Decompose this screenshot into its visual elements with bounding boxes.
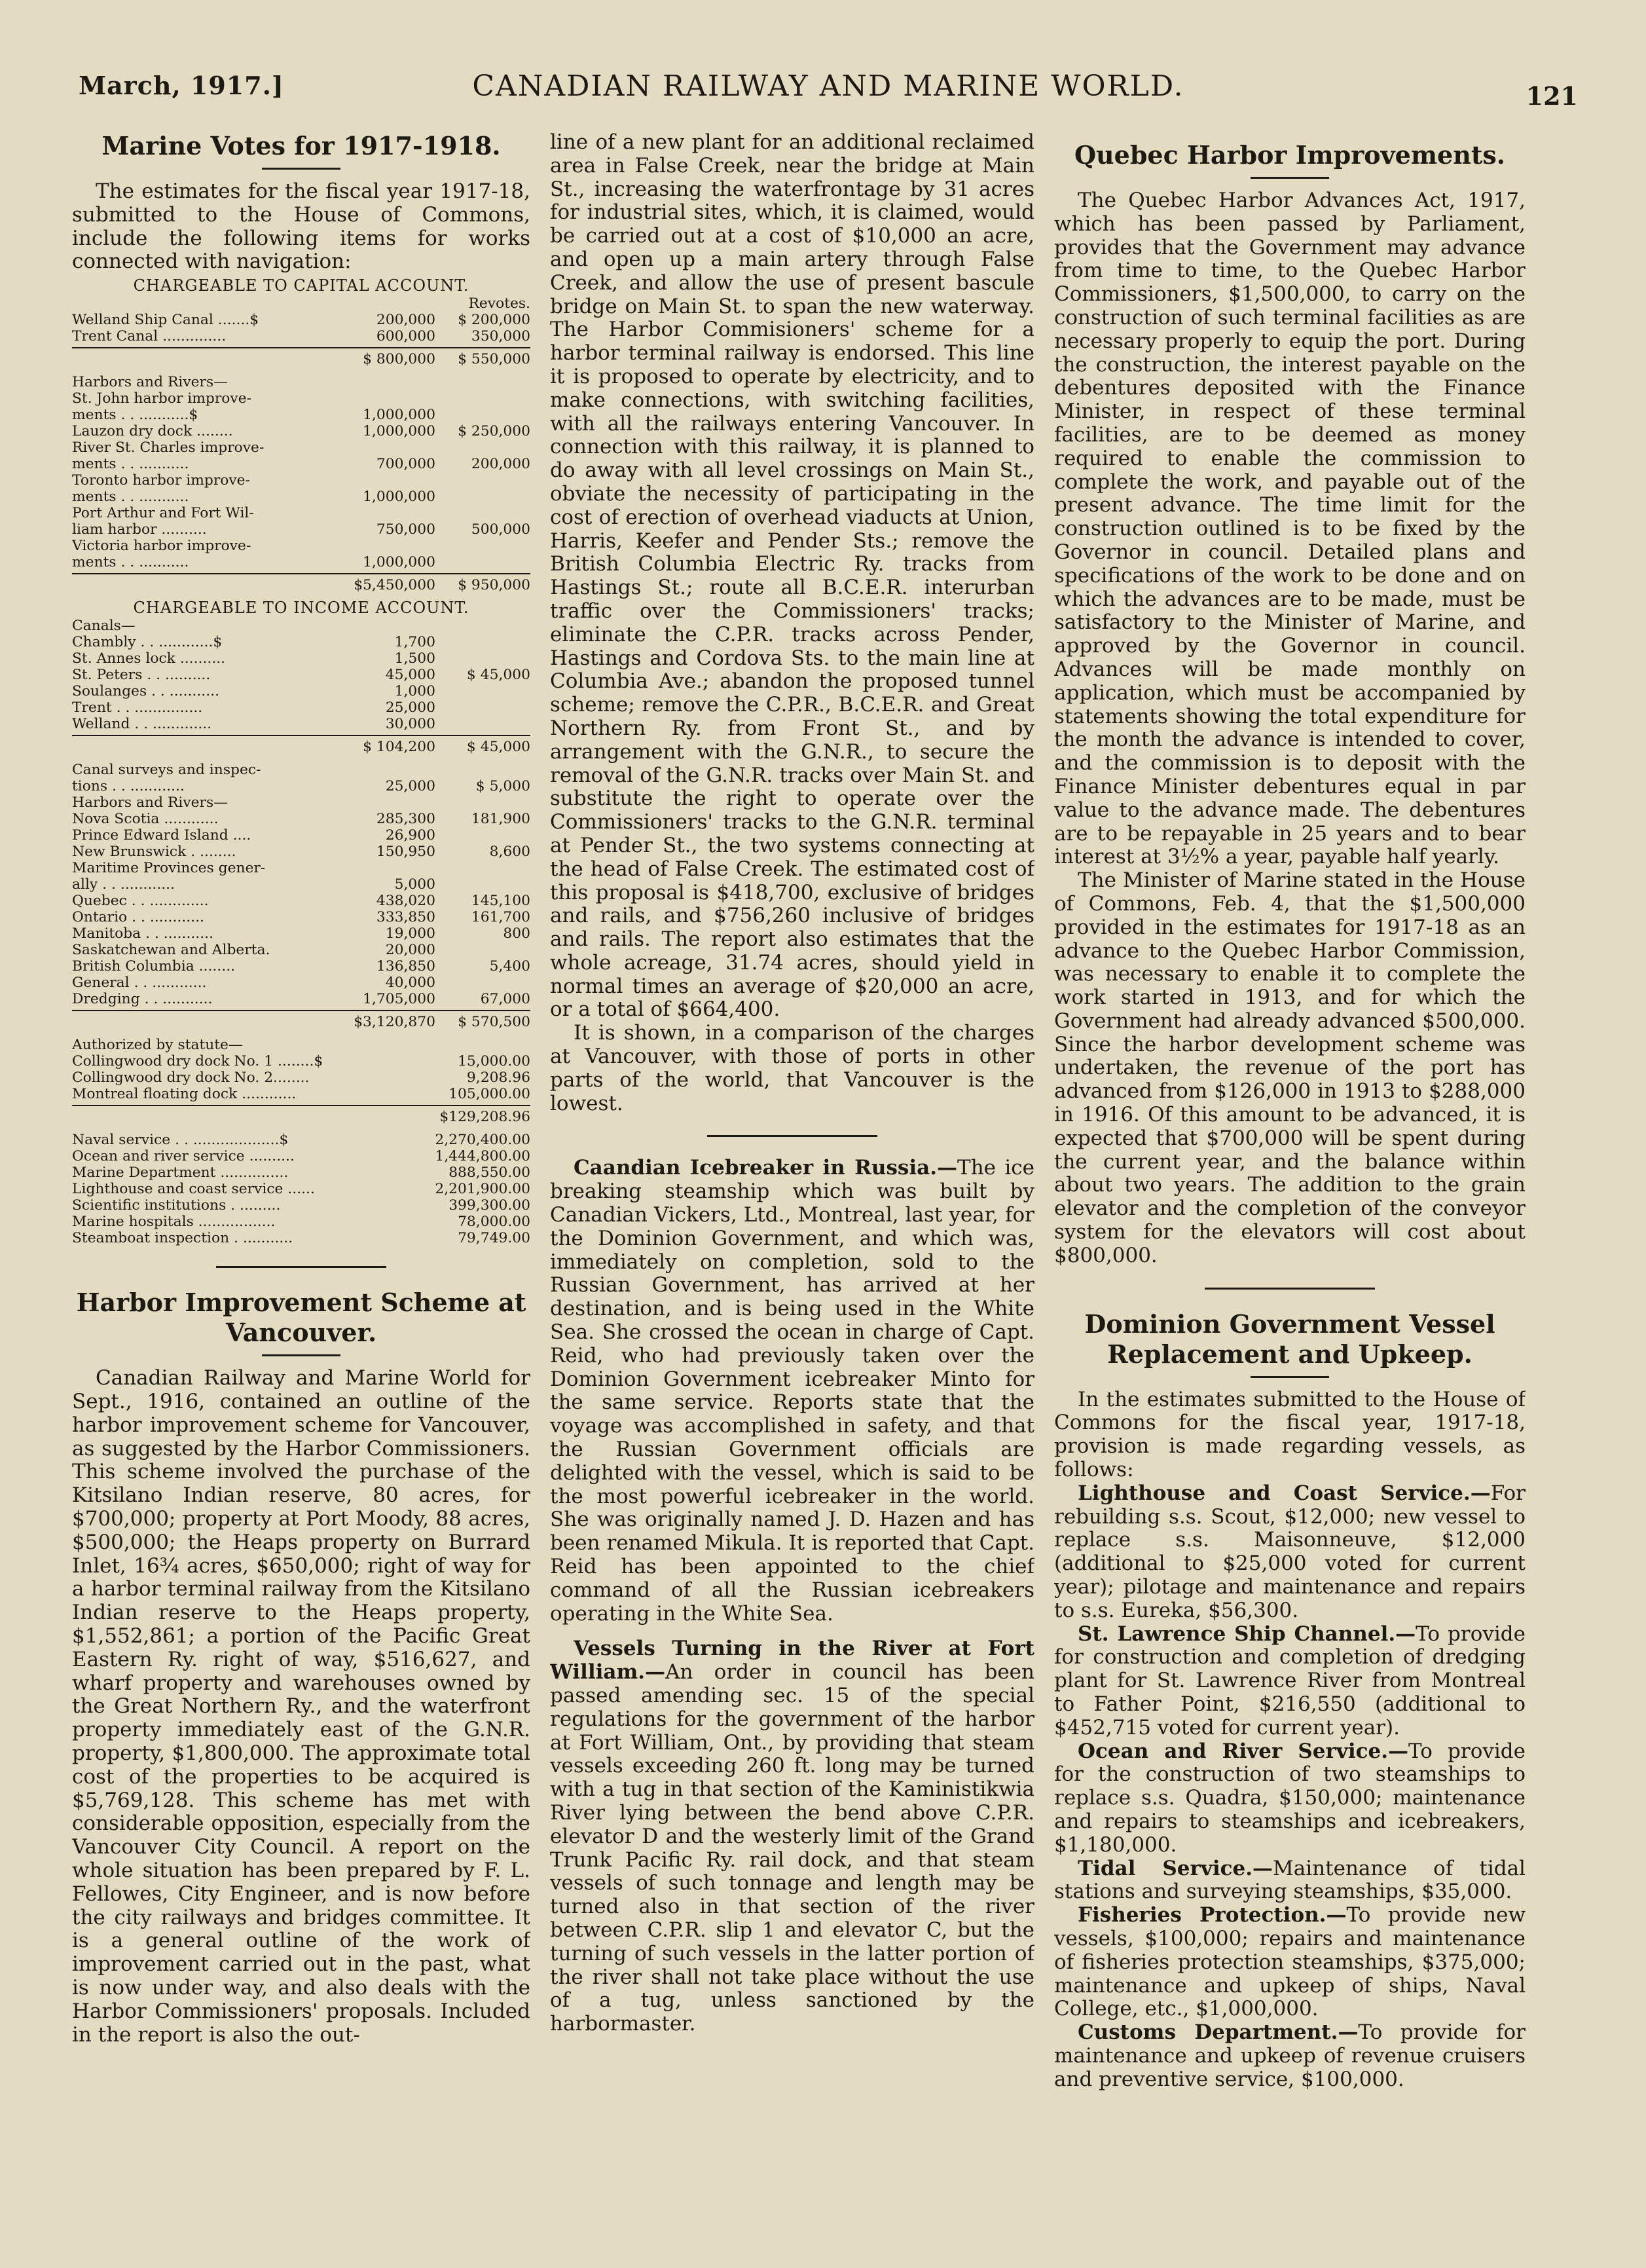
row-label: Welland Ship Canal .......$ xyxy=(72,312,259,329)
row-label: Ontario . . ............ xyxy=(72,909,204,926)
table-row xyxy=(72,1069,530,1086)
statute-heading: Authorized by statute— xyxy=(72,1037,243,1054)
row-amount: $ 250,000 xyxy=(458,423,530,440)
row-amount: 25,000 xyxy=(385,699,435,716)
row-label: New Brunswick . ........ xyxy=(72,844,236,861)
vessel-replacement-title: Dominion Government Vessel Replacement and Upkeep. xyxy=(1084,1309,1495,1369)
vessel-item xyxy=(1054,1623,1526,1740)
title-rule xyxy=(262,168,340,170)
table-row xyxy=(72,1086,530,1102)
quebec-harbor-title: Quebec Harbor Improvements. xyxy=(1074,140,1506,170)
vessel-item-head: Fisheries Protection.— xyxy=(1078,1903,1347,1927)
income-account-caption: CHARGEABLE TO INCOME ACCOUNT. xyxy=(133,599,469,618)
row-label: General . . ............ xyxy=(72,975,207,992)
table-row xyxy=(72,1230,530,1246)
table-row xyxy=(72,991,530,1007)
table-row xyxy=(72,456,530,472)
row-amount: 700,000 xyxy=(376,456,435,473)
row-amount: 1,000,000 xyxy=(363,489,435,506)
capital-subtotal-revotes: $ 550,000 xyxy=(458,351,530,368)
row-amount: 8,600 xyxy=(489,844,530,861)
capital-total-row xyxy=(72,573,530,593)
capital-total-revotes: $ 950,000 xyxy=(458,577,530,594)
harbor-scheme-comparison: It is shown, in a comparison of the charges at Vancouver, with those of ports in other parts of the world, that Vancouver is the lowest. xyxy=(550,1021,1034,1115)
vessels-turning-text: An order in council has been passed amending sec. 15 of the special regulations for the government of the harbor at Fort William, Ont., by providing that steam vessels exceeding 260 ft. long may be turned with a tug in that section of the Kaministikwia River lying between the bend above C.P.R. elevator D and the westerly limit of the Grand Trunk Pacific Ry. rail dock, and that steam vessels of such tonnage and length may be turned also in that section of the river between C.P.R. slip 1 and elevator C, but the turning of such vessels in the latter portion of the river shall not take place without the use of a tug, unless sanctioned by the harbormaster. xyxy=(550,1660,1034,2036)
table-row xyxy=(72,683,530,699)
table-row xyxy=(72,909,530,925)
vessel-item xyxy=(1054,1904,1526,2021)
table-row xyxy=(72,1181,530,1197)
row-label: St. Annes lock .......... xyxy=(72,650,226,667)
row-label: ally . . ............ xyxy=(72,876,175,893)
table-row xyxy=(72,893,530,909)
table-row xyxy=(72,423,530,439)
table-row xyxy=(72,699,530,716)
row-amount: 78,000.00 xyxy=(458,1214,530,1231)
quebec-harbor-p1: The Quebec Harbor Advances Act, 1917, which has been passed by Parliament, provides that the Government may advance from time to time, to the Quebec Harbor Commissioners, $1,500,000, to carry on the construction of such terminal facilities as are necessary properly to equip the port. During the construction, the interest payable on the debentures deposited with the Finance Minister, in respect of these terminal facilities, are to be deemed as money required to enable the commission to complete the work, and payable out of the present advance. The time limit for the construction outlined is to be fixed by the Governor in council. Detailed plans and specifications of the work to be done and on which the advances are to be made, must be satisfactory to the Minister of Marine, and approved by the Governor in council. Advances will be made monthly on application, which must be accompanied by statements showing the total expenditure for the month the advance is intended to cover, and the commission is to deposit with the Finance Minister debentures equal in par value to the advance made. The debentures are to be repayable in 25 years and to bear interest at 3½% a year, payable half yearly. xyxy=(1054,189,1526,869)
row-amount: 15,000.00 xyxy=(458,1053,530,1070)
column-left xyxy=(72,131,530,2227)
row-amount: 20,000 xyxy=(385,942,435,959)
marine-votes-intro: The estimates for the fiscal year 1917-18, submitted to the House of Commons, include the following items for works connected with navigation: xyxy=(72,179,530,274)
row-label: Montreal floating dock ............ xyxy=(72,1086,297,1103)
canals-subtotal-row xyxy=(72,735,530,755)
row-amount: 1,444,800.00 xyxy=(435,1148,530,1165)
row-label: Collingwood dry dock No. 1 ........$ xyxy=(72,1053,323,1070)
table-row xyxy=(72,554,530,570)
income-total: $3,120,870 xyxy=(354,1014,435,1031)
table-row xyxy=(72,505,530,521)
row-label: Scientific institutions . ......... xyxy=(72,1197,281,1214)
harbor-scheme-title: Harbor Improvement Scheme at Vancouver. xyxy=(76,1288,526,1348)
row-amount: 1,000,000 xyxy=(363,423,435,440)
vessel-item-text: For rebuilding s.s. Scout, $12,000; new vessel to replace s.s. Maisonneuve, $12,000 (additional to $25,000 voted for current year); pilotage and maintenance and repairs to s.s. Eureka, $56,300. xyxy=(1054,1481,1526,1622)
canals-subtotal-revotes: $ 45,000 xyxy=(466,739,530,756)
row-label: Quebec . . ............. xyxy=(72,893,209,910)
row-label: Victoria harbor improve- xyxy=(72,538,251,555)
row-label: Naval service . . ...................$ xyxy=(72,1132,289,1149)
row-amount: 888,550.00 xyxy=(448,1164,530,1181)
vessel-item-text: To provide for the construction of two steamships to replace s.s. Quadra, $150,000; maintenance and repairs to steamships and icebreakers, $1,180,000. xyxy=(1054,1739,1526,1857)
row-label: Saskatchewan and Alberta. xyxy=(72,942,270,959)
row-label: Nova Scotia ............ xyxy=(72,811,219,828)
issue-date: March, 1917.] xyxy=(79,71,284,100)
vessel-item-text: To provide new vessels, $100,000; repairs and maintenance of fisheries protection steamships, $375,000; maintenance and upkeep of ships, Naval College, etc., $1,000,000. xyxy=(1054,1903,1526,2021)
row-label: Ocean and river service .......... xyxy=(72,1148,295,1165)
table-row xyxy=(72,876,530,893)
journal-title: CANADIAN RAILWAY AND MARINE WORLD. xyxy=(472,69,1184,103)
title-rule xyxy=(1251,177,1329,179)
row-label: Collingwood dry dock No. 2........ xyxy=(72,1069,310,1087)
table-row xyxy=(72,811,530,827)
row-label: Prince Edward Island .... xyxy=(72,827,251,844)
title-rule xyxy=(1251,1376,1329,1378)
row-amount: 145,100 xyxy=(471,893,530,910)
table-row xyxy=(72,844,530,860)
table-row xyxy=(72,439,530,456)
row-amount: 600,000 xyxy=(376,328,435,345)
capital-total: $5,450,000 xyxy=(354,577,435,594)
table-row xyxy=(72,1214,530,1230)
row-amount: 438,020 xyxy=(376,893,435,910)
row-amount: 1,700 xyxy=(394,634,435,651)
row-amount: 79,749.00 xyxy=(458,1230,530,1247)
row-label: Lauzon dry dock ........ xyxy=(72,423,233,440)
vessel-item xyxy=(1054,1740,1526,1857)
row-label: liam harbor .......... xyxy=(72,521,207,538)
row-label: River St. Charles improve- xyxy=(72,439,265,456)
row-amount: 200,000 xyxy=(376,312,435,329)
row-amount: 40,000 xyxy=(385,975,435,992)
income-total-revotes: $ 570,500 xyxy=(458,1014,530,1031)
table-row xyxy=(72,1197,530,1214)
table-row xyxy=(72,778,530,794)
table-row xyxy=(72,538,530,554)
table-row xyxy=(72,634,530,650)
vessel-item-text: Maintenance of tidal stations and surveying steamships, $35,000. xyxy=(1054,1856,1526,1904)
row-label: Maritime Provinces gener- xyxy=(72,860,266,877)
row-label: Trent Canal .............. xyxy=(72,328,227,345)
column-right xyxy=(1054,131,1526,2240)
capital-subtotal-row xyxy=(72,347,530,367)
row-label: Trent . . ............... xyxy=(72,699,203,716)
income-total-row xyxy=(72,1010,530,1030)
table-row xyxy=(72,827,530,844)
table-row xyxy=(72,489,530,505)
row-label: Canal surveys and inspec- xyxy=(72,762,261,779)
row-amount: 45,000 xyxy=(385,667,435,684)
row-amount: 399,300.00 xyxy=(448,1197,530,1214)
row-label: St. Peters . . .......... xyxy=(72,667,211,684)
table-row xyxy=(72,975,530,991)
vessel-item-head: Tidal Service.— xyxy=(1078,1856,1273,1880)
row-amount: 750,000 xyxy=(376,521,435,538)
row-amount: 19,000 xyxy=(385,925,435,942)
harbors2-heading: Harbors and Rivers— xyxy=(72,794,228,811)
row-amount: $ 5,000 xyxy=(475,778,530,795)
harbors-heading: Harbors and Rivers— xyxy=(72,374,228,391)
vessel-item xyxy=(1054,1482,1526,1623)
table-row xyxy=(72,762,530,778)
row-amount: 26,900 xyxy=(385,827,435,844)
table-row xyxy=(72,521,530,538)
row-amount: 500,000 xyxy=(471,521,530,538)
table-row xyxy=(72,1132,530,1148)
table-row xyxy=(72,716,530,732)
row-amount: 161,700 xyxy=(471,909,530,926)
row-label: Manitoba . . ........... xyxy=(72,925,214,942)
table-row xyxy=(72,390,530,407)
statute-total: $129,208.96 xyxy=(439,1109,530,1126)
capital-subtotal: $ 800,000 xyxy=(363,351,435,368)
row-amount: 1,705,000 xyxy=(363,991,435,1008)
estimates-table xyxy=(72,278,530,1246)
canals-heading: Canals— xyxy=(72,618,136,635)
row-amount: 25,000 xyxy=(385,778,435,795)
table-row xyxy=(72,958,530,975)
row-label: Toronto harbor improve- xyxy=(72,472,250,489)
row-label: Steamboat inspection . ........... xyxy=(72,1230,293,1247)
vessel-item-text: To provide for maintenance and upkeep of revenue cruisers and preventive service, $100,000. xyxy=(1054,2020,1526,2091)
table-row xyxy=(72,860,530,876)
canals-subtotal: $ 104,200 xyxy=(363,739,435,756)
row-label: ments . . ........... xyxy=(72,456,189,473)
row-amount: 67,000 xyxy=(480,991,530,1008)
row-amount: 5,000 xyxy=(394,876,435,893)
icebreaker-article xyxy=(550,1157,1034,1626)
row-amount: $ 200,000 xyxy=(458,312,530,329)
row-amount: 2,270,400.00 xyxy=(435,1132,530,1149)
row-amount: 181,900 xyxy=(471,811,530,828)
section-rule xyxy=(707,1135,877,1137)
row-amount: 136,850 xyxy=(376,958,435,975)
revotes-header: Revotes. xyxy=(468,295,530,312)
table-row xyxy=(72,942,530,958)
row-amount: 9,208.96 xyxy=(466,1069,530,1087)
table-row xyxy=(72,650,530,667)
row-label: Lighthouse and coast service ...... xyxy=(72,1181,315,1198)
vessel-item-head: Lighthouse and Coast Service.— xyxy=(1078,1481,1491,1505)
harbor-scheme-text: Canadian Railway and Marine World for Sept., 1916, contained an outline of the harbor improvement scheme for Vancouver, as suggested by the Harbor Commissioners. This scheme involved the purchase of the Kitsilano Indian reserve, 80 acres, for $700,000; property at Port Moody, 88 acres, $500,000; the Heaps property on Burrard Inlet, 16¾ acres, $650,000; right of way for a harbor terminal railway from the Kitsilano Indian reserve to the Heaps property, $1,552,861; a portion of the Pacific Great Eastern Ry. right of way, $516,627, and wharf property and warehouses owned by the Great Northern Ry., and the waterfront property immediately east of the G.N.R. property, $1,800,000. The approximate total cost of the properties to be acquired is $5,769,128. This scheme has met with considerable opposition, especially from the Vancouver City Council. A report on the whole situation has been prepared by F. L. Fellowes, City Engineer, and is now before the city railways and bridges committee. It is a general outline of the work of improvement carried out in the past, what is now under way, and also deals with the Harbor Commissioners' proposals. Included in the report is also the out- xyxy=(72,1366,530,2047)
vessel-item-head: St. Lawrence Ship Channel.— xyxy=(1078,1622,1416,1646)
row-label: Soulanges . . ........... xyxy=(72,683,219,700)
table-row xyxy=(72,1148,530,1164)
table-row xyxy=(72,1164,530,1181)
vessel-item-head: Customs Department.— xyxy=(1078,2020,1359,2045)
column-middle xyxy=(550,131,1034,2227)
section-rule xyxy=(216,1266,386,1268)
statute-total-row xyxy=(72,1105,530,1125)
row-amount: 1,000,000 xyxy=(363,554,435,571)
row-amount: 285,300 xyxy=(376,811,435,828)
running-head xyxy=(79,65,1578,118)
row-label: St. John harbor improve- xyxy=(72,390,252,407)
marine-votes-title: Marine Votes for 1917-1918. xyxy=(101,131,501,160)
row-amount: 1,000,000 xyxy=(363,407,435,424)
vessel-item xyxy=(1054,1857,1526,1905)
harbor-scheme-continued: line of a new plant for an additional reclaimed area in False Creek, near the bridge at Main St., increasing the waterfrontage by 31 acres for industrial sites, which, it is claimed, would be carried out at a cost of $10,000 an acre, and open up a main artery through False Creek, and allow the use of present bascule bridge on Main St. to span the new waterway. The Harbor Commisioners' scheme for a harbor terminal railway is endorsed. This line it is proposed to operate by electricity, and to make connections, with switching facilities, with all the railways entering Vancouver. In connection with this railway, it is planned to do away with all level crossings on Main St., obviate the necessity of participating in the cost of erection of overhead viaducts at Union, Harris, Keefer and Pender Sts.; remove the British Columbia Electric Ry. tracks from Hastings St.; route all B.C.E.R. interurban traffic over the Commissioners' tracks; eliminate the C.P.R. tracks across Pender, Hastings and Cordova Sts. to the main line at Columbia Ave.; abandon the proposed tunnel scheme; remove the C.P.R., B.C.E.R. and Great Northern Ry. from Front St., and by arrangement with the G.N.R., to secure the removal of the G.N.R. tracks over Main St. and substitute the right to operate over the Commissioners' tracks to the G.N.R. terminal at Pender St., the two systems connecting at the head of False Creek. The estimated cost of this proposal is $418,700, exclusive of bridges and rails, and $756,260 inclusive of bridges and rails. The report also estimates that the whole acreage, 31.74 acres, should yield in normal times an average of $20,000 an acre, or a total of $664,400. xyxy=(550,131,1034,1022)
row-label: Dredging . . ........... xyxy=(72,991,213,1008)
table-row xyxy=(72,925,530,942)
table-row xyxy=(72,1053,530,1069)
table-row xyxy=(72,328,530,344)
vessel-replacement-intro: In the estimates submitted to the House of Commons for the fiscal year, 1917-18, provision is made regarding vessels, as follows: xyxy=(1054,1387,1526,1482)
row-amount: 350,000 xyxy=(471,328,530,345)
row-label: ments . . ........... xyxy=(72,489,189,506)
icebreaker-title: Caandian Icebreaker in Russia.— xyxy=(574,1156,958,1180)
title-rule xyxy=(262,1354,340,1356)
row-amount: 105,000.00 xyxy=(448,1086,530,1103)
row-label: Marine Department ............... xyxy=(72,1164,289,1181)
section-rule xyxy=(1205,1288,1375,1290)
vessel-item xyxy=(1054,2021,1526,2091)
vessels-turning-title: Vessels Turning in the River at Fort William.— xyxy=(550,1637,1034,1684)
row-amount: 30,000 xyxy=(385,716,435,733)
table-row xyxy=(72,407,530,423)
row-label: ments . . ........... xyxy=(72,554,189,571)
icebreaker-text: The ice breaking steamship which was built by Canadian Vickers, Ltd., Montreal, last year, for the Dominion Government, and which was, immediately on completion, sold to the Russian Government, has arrived at her destination, and is being used in the White Sea. She crossed the ocean in charge of Capt. Reid, who had previously taken over the Dominion Government icebreaker Minto for the same service. Reports state that the voyage was accomplished in safety, and that the Russian Government officials are delighted with the vessel, which is said to be the most powerful icebreaker in the world. She was originally named J. D. Hazen and has been renamed Mikula. It is reported that Capt. Reid has been appointed to the chief command of all the Russian icebreakers operating in the White Sea. xyxy=(550,1156,1034,1626)
row-label: British Columbia ........ xyxy=(72,958,236,975)
row-amount: 5,400 xyxy=(489,958,530,975)
row-amount: 1,000 xyxy=(394,683,435,700)
revotes-header-row xyxy=(72,295,530,312)
row-amount: 150,950 xyxy=(376,844,435,861)
row-amount: $ 45,000 xyxy=(466,667,530,684)
row-amount: 800 xyxy=(503,925,530,942)
row-amount: 2,201,900.00 xyxy=(435,1181,530,1198)
row-label: Port Arthur and Fort Wil- xyxy=(72,505,254,522)
row-label: Welland . . ............. xyxy=(72,716,212,733)
row-label: Chambly . . ............$ xyxy=(72,634,223,651)
row-label: tions . . ............ xyxy=(72,778,185,795)
row-label: ments . . ...........$ xyxy=(72,407,198,424)
capital-account-caption: CHARGEABLE TO CAPITAL ACCOUNT. xyxy=(133,276,469,295)
quebec-harbor-p2: The Minister of Marine stated in the House of Commons, Feb. 4, that the $1,500,000 provided in the estimates for 1917-18 as an advance to the Quebec Harbor Commission, was necessary to enable it to complete the work started in 1913, and for which the Government had already advanced $500,000. Since the harbor development scheme was undertaken, the revenue of the port has advanced from $126,000 in 1913 to $288,000 in 1916. Of this amount to be advanced, it is expected that $700,000 will be spent during the current year, and the balance within about two years. The addition to the grain elevator and the completion of the conveyor system for the elevators will cost about $800,000. xyxy=(1054,868,1526,1267)
row-label: Marine hospitals ................. xyxy=(72,1214,276,1231)
row-amount: 333,850 xyxy=(376,909,435,926)
row-amount: 1,500 xyxy=(394,650,435,667)
page-number: 121 xyxy=(1526,81,1578,111)
vessels-turning-article xyxy=(550,1637,1034,2036)
table-row xyxy=(72,472,530,489)
table-row xyxy=(72,312,530,328)
vessel-item-head: Ocean and River Service.— xyxy=(1078,1739,1408,1763)
table-row xyxy=(72,667,530,683)
vessel-item-text: To provide for construction and completion of dredging plant for St. Lawrence River from Montreal to Father Point, $216,550 (additional to $452,715 voted for current year). xyxy=(1054,1622,1526,1739)
row-amount: 200,000 xyxy=(471,456,530,473)
